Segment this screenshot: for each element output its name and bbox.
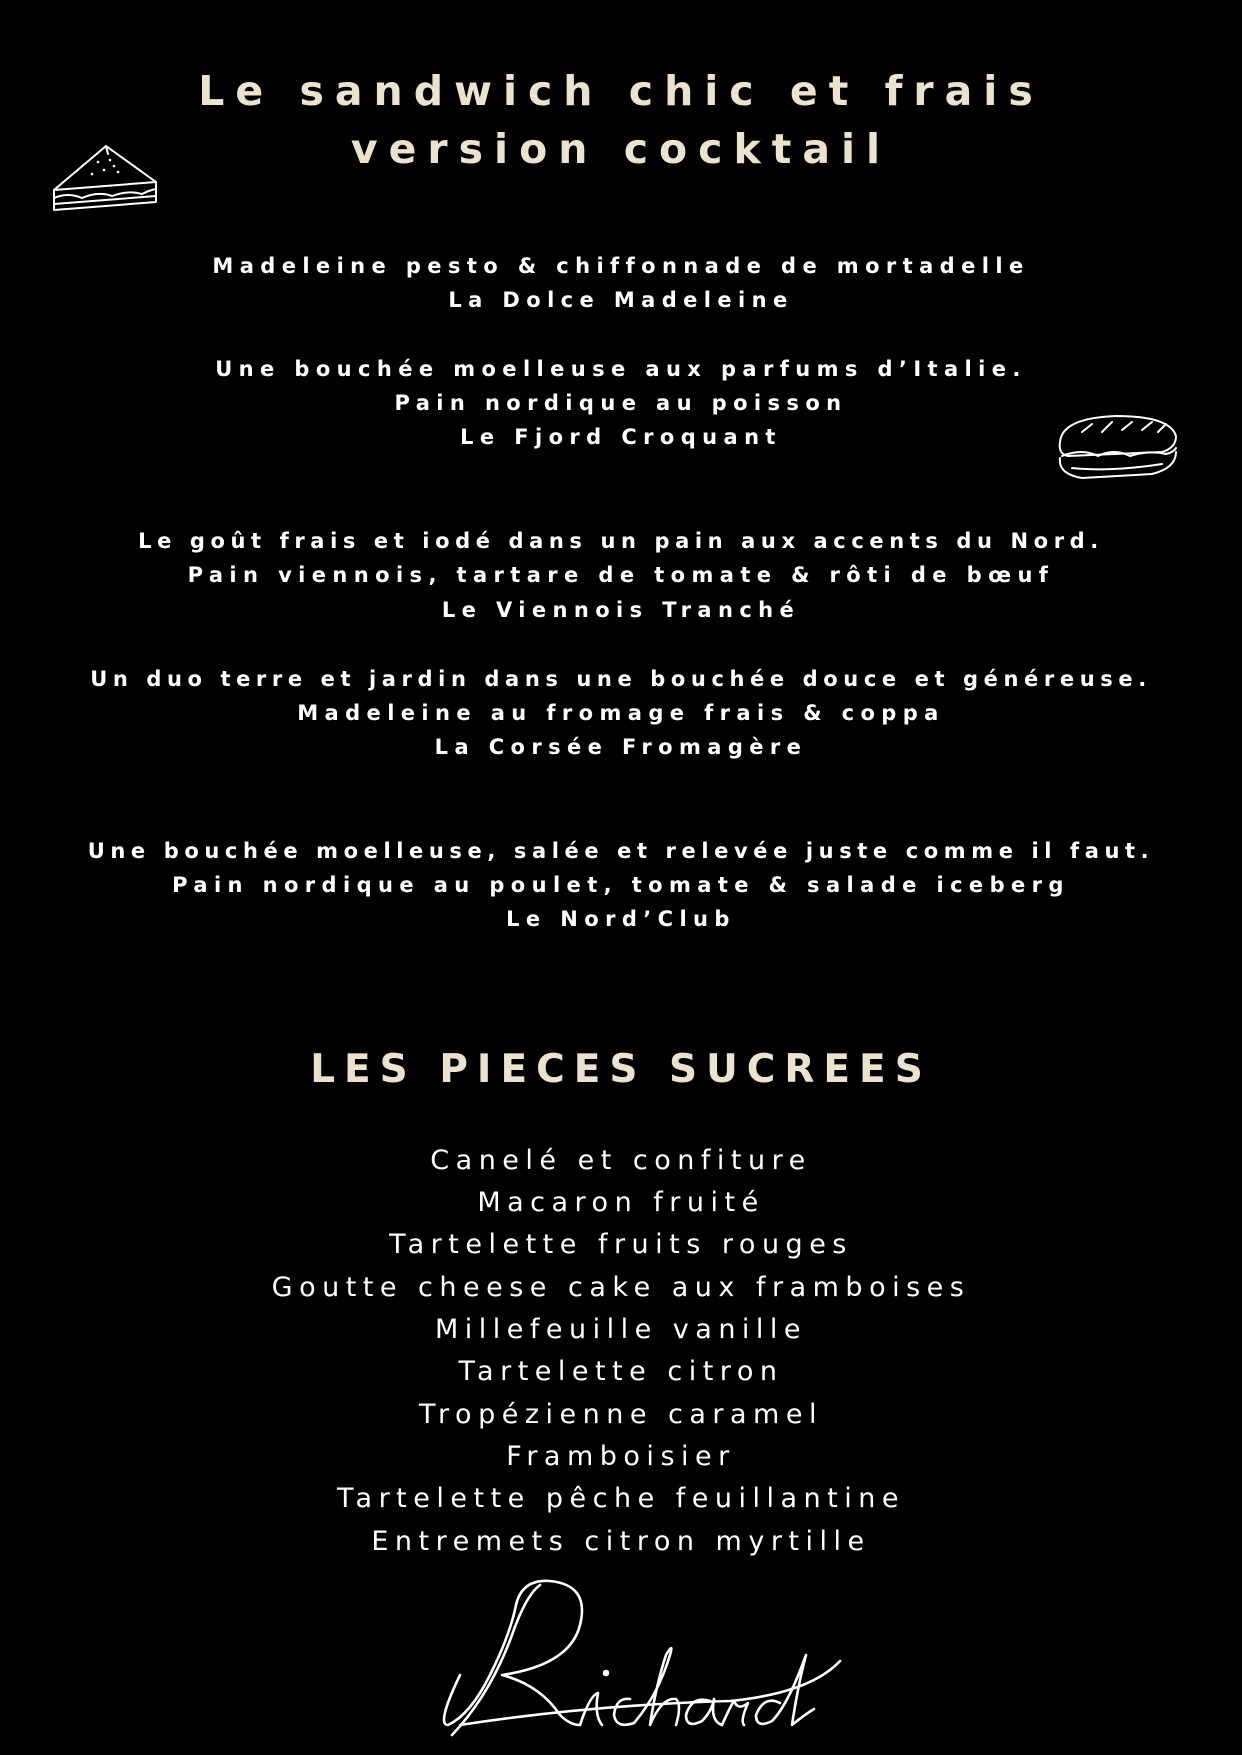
sandwich-triangle-icon xyxy=(48,142,162,214)
menu-line: Madeleine au fromage frais & coppa xyxy=(297,701,945,725)
menu-title-line-1: Le sandwich chic et frais xyxy=(198,67,1044,115)
menu-line: Une bouchée moelleuse aux parfums d’Italie. xyxy=(215,357,1027,381)
menu-line: Le Fjord Croquant xyxy=(460,425,782,449)
signature xyxy=(430,1575,870,1745)
sweet-item: Tartelette fruits rouges xyxy=(389,1229,853,1260)
sweet-item: Millefeuille vanille xyxy=(434,1314,808,1345)
sweet-item: Tartelette pêche feuillantine xyxy=(337,1483,905,1514)
menu-line: Le goût frais et iodé dans un pain aux accents du Nord. xyxy=(138,529,1104,553)
menu-line: Pain nordique au poulet, tomate & salade iceberg xyxy=(172,873,1070,897)
sweet-item: Canelé et confiture xyxy=(430,1145,812,1176)
sweet-item: Tartelette citron xyxy=(458,1356,784,1387)
sweet-item: Tropézienne caramel xyxy=(419,1399,823,1430)
menu-line: Madeleine pesto & chiffonnade de mortadelle xyxy=(212,254,1030,278)
sweet-item: Goutte cheese cake aux framboises xyxy=(271,1272,971,1303)
menu-title-line-2: version cocktail xyxy=(350,125,892,173)
menu-line: Un duo terre et jardin dans une bouchée douce et généreuse. xyxy=(90,667,1152,691)
sweet-item: Framboisier xyxy=(506,1441,736,1472)
sweet-item: Macaron fruité xyxy=(477,1187,765,1218)
menu-line: Pain nordique au poisson xyxy=(394,391,848,415)
menu-line: Pain viennois, tartare de tomate & rôti de bœuf xyxy=(187,563,1055,587)
menu-line: La Dolce Madeleine xyxy=(448,288,794,312)
section-title-sweets: LES PIECES SUCREES xyxy=(310,1047,932,1092)
menu-line: Le Viennois Tranché xyxy=(441,598,801,622)
menu-line: La Corsée Fromagère xyxy=(434,735,808,759)
menu-line: Une bouchée moelleuse, salée et relevée juste comme il faut. xyxy=(87,839,1155,863)
sweet-item: Entremets citron myrtille xyxy=(371,1526,871,1557)
menu-line: Le Nord’Club xyxy=(506,907,736,931)
